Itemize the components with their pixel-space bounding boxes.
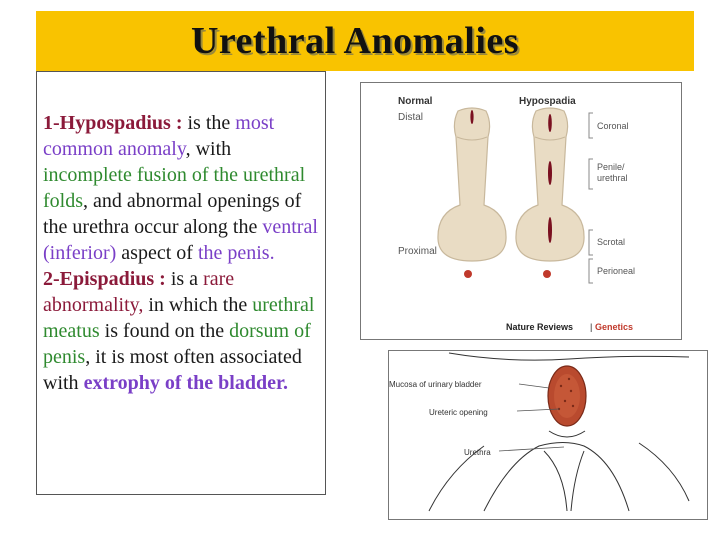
normal-meatus xyxy=(470,110,473,124)
hypospadias-heading: 1-Hypospadius : xyxy=(43,112,188,134)
epi-text-6: dorsum of penis xyxy=(43,320,311,368)
ureteric-opening-label: Ureteric opening xyxy=(429,408,488,417)
hypospadias-diagram xyxy=(360,82,682,340)
coronal-opening xyxy=(548,114,552,132)
title-bar xyxy=(36,11,694,71)
col-normal-label: Normal xyxy=(398,96,433,107)
hypospadias-paragraph xyxy=(43,110,321,266)
coronal-label: Coronal xyxy=(597,121,629,131)
normal-perineal-dot xyxy=(464,270,472,278)
penile-label-line2: urethral xyxy=(597,173,628,183)
epi-text-3: in which the xyxy=(143,294,253,316)
normal-penis-illustration xyxy=(438,108,506,278)
hypo-text-7: aspect of xyxy=(116,242,198,264)
distal-label: Distal xyxy=(398,112,424,123)
col-hypospadia-label: Hypospadia xyxy=(519,96,576,107)
hypo-text-5: , and abnormal openings of the urethra occur along the xyxy=(43,190,302,238)
hypo-text-6: ventral (inferior) xyxy=(43,216,318,264)
hypo-text-2: most common anomaly xyxy=(43,112,275,160)
epispadias-paragraph xyxy=(43,266,321,396)
proximal-label: Proximal xyxy=(398,246,437,257)
scrotal-opening xyxy=(548,217,552,243)
perineal-opening xyxy=(543,270,551,278)
hypo-text-4: incomplete fusion of the urethral folds xyxy=(43,164,306,212)
hypo-text-3: , with xyxy=(185,138,232,160)
hypospadias-penis-illustration xyxy=(516,108,584,278)
hypo-text-8: the penis. xyxy=(197,242,275,264)
mucosa-label: Mucosa of urinary bladder xyxy=(389,380,482,389)
text-box xyxy=(36,71,326,495)
epi-text-2: rare abnormality, xyxy=(43,268,235,316)
credit-separator: | xyxy=(590,322,593,332)
epi-text-5: is found on the xyxy=(99,320,230,342)
epi-text-4: urethral meatus xyxy=(43,294,315,342)
epi-text-7: , it is most often associated with xyxy=(43,346,302,394)
perineal-label: Perioneal xyxy=(597,266,636,276)
hypo-text-1: is the xyxy=(187,112,236,134)
credit-nature-reviews: Nature Reviews xyxy=(506,322,574,332)
hypospadias-diagram-svg xyxy=(361,83,681,339)
epi-text-8: extrophy of the bladder. xyxy=(83,372,289,394)
bladder-extrophy-illustration xyxy=(388,350,708,520)
bladder-extrophy-svg xyxy=(389,351,707,519)
penile-opening xyxy=(548,161,552,185)
penile-label-line1: Penile/ xyxy=(597,162,625,172)
scrotal-label: Scrotal xyxy=(597,237,626,247)
slide-title: Urethral Anomalies xyxy=(190,20,520,62)
epispadias-heading: 2-Epispadius : xyxy=(43,268,171,290)
credit-genetics: Genetics xyxy=(595,322,634,332)
urethra-label: Urethra xyxy=(464,448,491,457)
epi-text-1: is a xyxy=(170,268,204,290)
region-brackets xyxy=(589,113,593,283)
